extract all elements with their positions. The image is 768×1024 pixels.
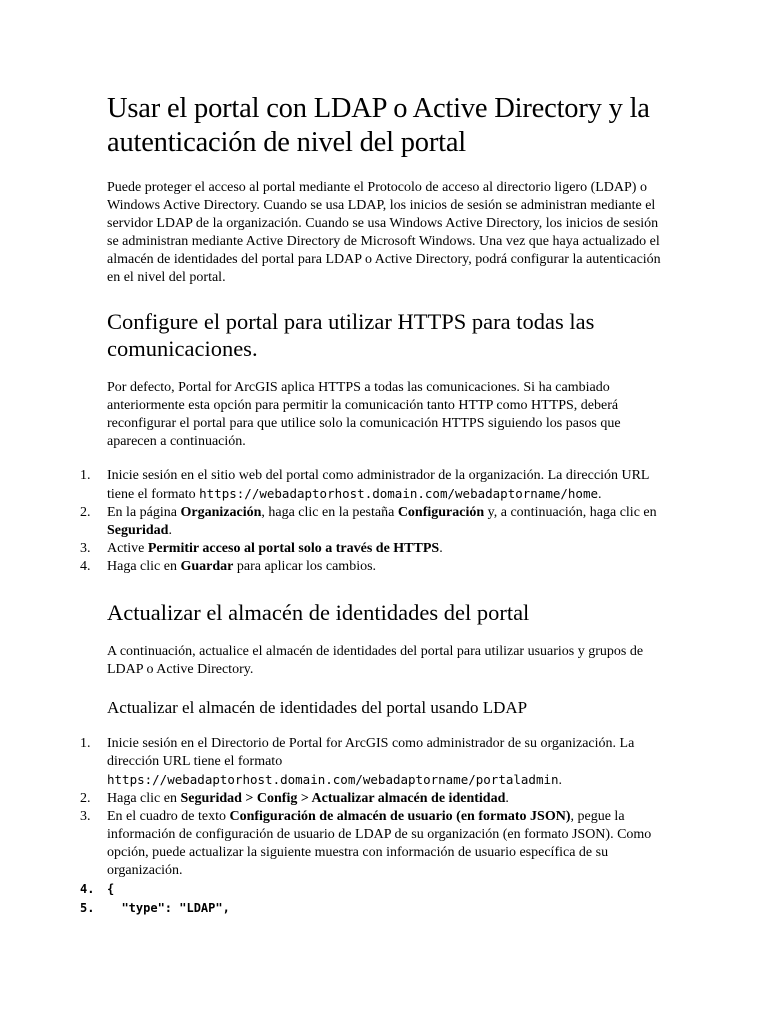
https-section-heading: Configure el portal para utilizar HTTPS para todas las comunicaciones. bbox=[107, 309, 595, 361]
step-bold-text: Seguridad > Config > Actualizar almacén de identidad bbox=[180, 791, 506, 806]
step-text: . bbox=[598, 487, 602, 502]
ldap-steps-list bbox=[80, 735, 667, 918]
step-text: . bbox=[439, 541, 443, 556]
https-section-paragraph: Por defecto, Portal for ArcGIS aplica HTTPS a todas las comunicaciones. Si ha cambiado anteriormente esta opción para permitir la comunicación tanto HTTP como HTTPS, deberá reconfigurar el portal para que utilice solo la comunicación HTTPS siguiendo los pasos que aparecen a continuación. bbox=[107, 380, 621, 449]
ldap-step-1 bbox=[80, 735, 667, 790]
code-line bbox=[80, 880, 667, 899]
code-text: { bbox=[107, 882, 115, 896]
step-text: para aplicar los cambios. bbox=[233, 559, 377, 574]
step-text: Inicie sesión en el Directorio de Portal for ArcGIS como administrador de su organización. La dirección URL tiene el formato bbox=[107, 736, 635, 769]
step-bold-text: Configuración bbox=[397, 505, 485, 520]
step-number: 1. bbox=[80, 468, 91, 483]
step-bold-text: Organización bbox=[180, 505, 262, 520]
step-number: 3. bbox=[80, 541, 91, 556]
identity-ldap-subheading: Actualizar el almacén de identidades del portal usando LDAP bbox=[107, 698, 528, 717]
ldap-step-2 bbox=[80, 790, 667, 808]
identity-section-paragraph: A continuación, actualice el almacén de identidades del portal para utilizar usuarios y grupos de LDAP o Active Directory. bbox=[107, 644, 644, 677]
step-text: , haga clic en la pestaña bbox=[261, 505, 398, 520]
step-bold-text: Seguridad bbox=[107, 523, 169, 538]
https-step-2 bbox=[80, 504, 667, 540]
step-number: 4. bbox=[80, 559, 91, 574]
https-step-1 bbox=[80, 467, 667, 504]
step-number: 2. bbox=[80, 505, 91, 520]
portal-home-url: https://webadaptorhost.domain.com/webadaptorname/home bbox=[199, 486, 598, 501]
step-text: Active bbox=[107, 541, 148, 556]
step-bold-text: Configuración de almacén de usuario (en formato JSON) bbox=[229, 809, 571, 824]
step-number: 3. bbox=[80, 809, 91, 824]
https-step-3 bbox=[80, 540, 667, 558]
step-text: . bbox=[558, 773, 563, 788]
intro-paragraph: Puede proteger el acceso al portal mediante el Protocolo de acceso al directorio ligero (LDAP) o Windows Active Directory. Cuando se usa LDAP, los inicios de sesión se administran mediante el servidor LDAP de la organización. Cuando se usa Windows Active Directory, los inicios de sesión se administran mediante Active Directory de Microsoft Windows. Una vez que haya actualizado el almacén de identidades del portal para LDAP o Active Directory, podrá configurar la autenticación en el nivel del portal. bbox=[107, 180, 661, 285]
step-number: 2. bbox=[80, 791, 91, 806]
code-line-number: 4. bbox=[80, 882, 95, 896]
step-text: Haga clic en bbox=[107, 791, 181, 806]
code-line bbox=[80, 899, 667, 918]
step-number: 1. bbox=[80, 736, 91, 751]
step-text: . bbox=[505, 791, 509, 806]
step-text: Inicie sesión en el sitio web del portal como administrador de la organización. La dirección URL tiene el formato bbox=[107, 468, 649, 502]
step-text: En la página bbox=[107, 505, 181, 520]
step-text: y, a continuación, haga clic en bbox=[484, 505, 657, 520]
page-title: Usar el portal con LDAP o Active Directory y la autenticación de nivel del portal bbox=[107, 93, 650, 158]
step-text: , pegue la información de configuración de usuario de LDAP de su organización (en formato JSON). Como opción, puede actualizar la siguiente muestra con información de usuario específica de su organización. bbox=[107, 809, 652, 878]
https-steps-list bbox=[80, 467, 667, 576]
portaladmin-url: https://webadaptorhost.domain.com/webadaptorname/portaladmin bbox=[107, 772, 559, 787]
document-body bbox=[80, 92, 667, 941]
ldap-step-3 bbox=[80, 808, 667, 880]
identity-section-heading: Actualizar el almacén de identidades del portal bbox=[107, 600, 530, 625]
code-line-number: 5. bbox=[80, 901, 95, 915]
step-bold-text: Guardar bbox=[180, 559, 234, 574]
step-text: Haga clic en bbox=[107, 559, 181, 574]
step-text: En el cuadro de texto bbox=[107, 809, 230, 824]
step-bold-text: Permitir acceso al portal solo a través de HTTPS bbox=[147, 541, 440, 556]
code-text: "type": "LDAP", bbox=[107, 901, 230, 915]
step-text: . bbox=[168, 523, 172, 538]
https-step-4 bbox=[80, 558, 667, 576]
